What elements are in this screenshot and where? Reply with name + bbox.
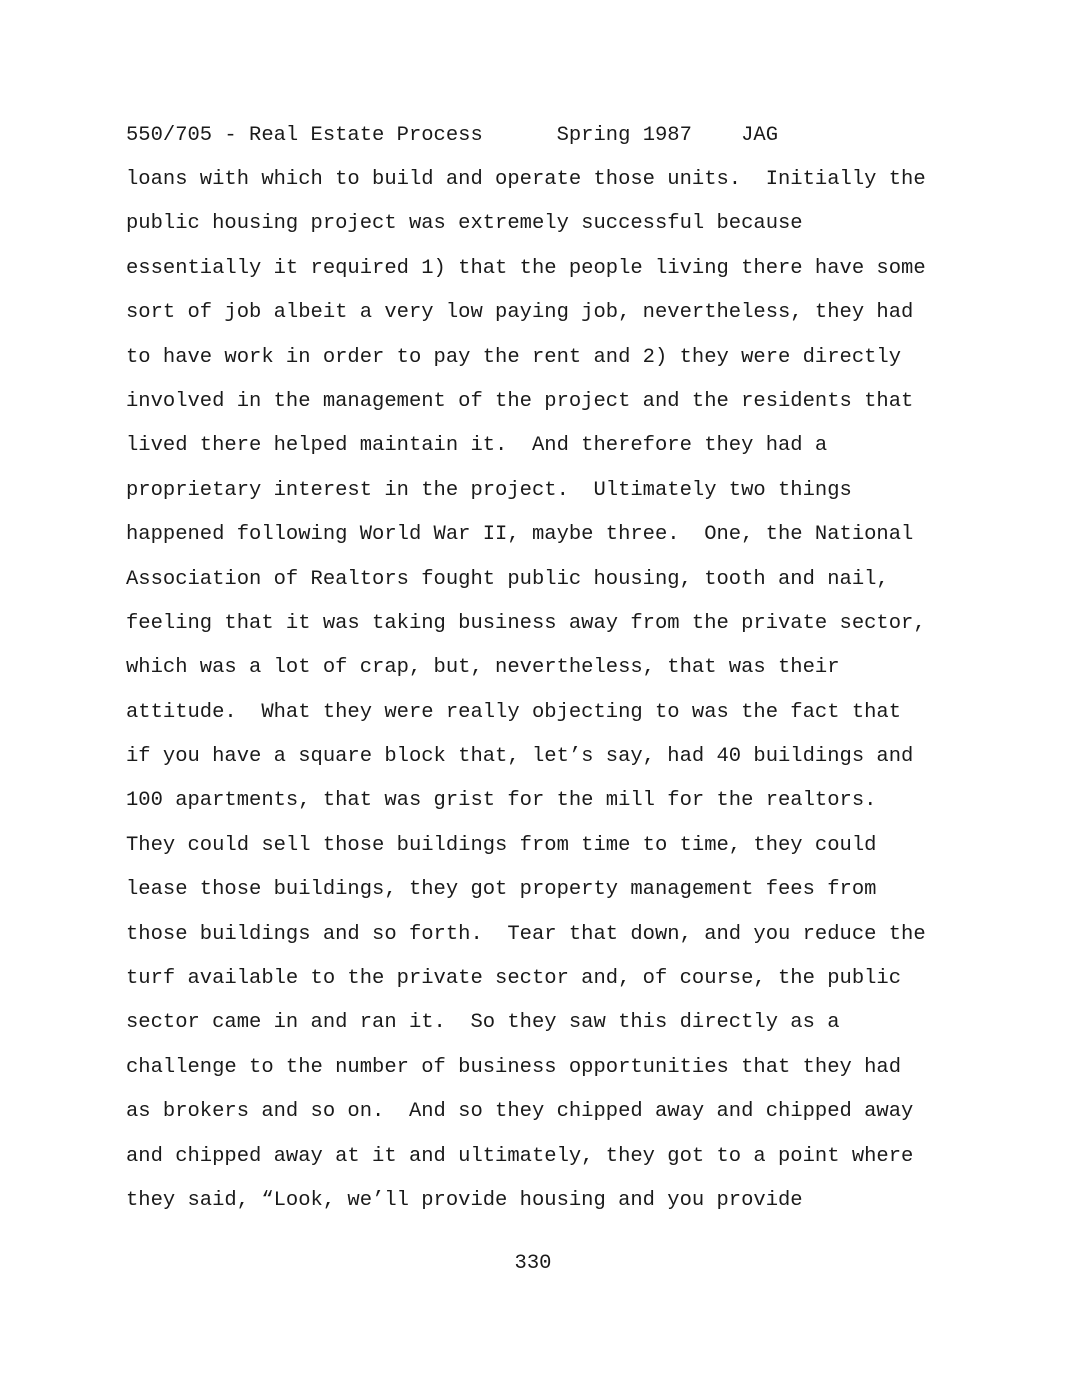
body-text	[126, 168, 926, 1233]
page-header	[126, 124, 778, 148]
text-line: essentially it required 1) that the people living there have some	[126, 256, 926, 280]
page-number: 330	[514, 1252, 552, 1275]
text-line: 100 apartments, that was grist for the mill for the realtors.	[126, 789, 877, 813]
text-line: sector came in and ran it. So they saw this directly as a	[126, 1011, 840, 1035]
text-line: They could sell those buildings from time to time, they could	[126, 833, 877, 857]
course-title: 550/705 - Real Estate Process	[126, 124, 483, 147]
text-line: they said, “Look, we’ll provide housing and you provide	[126, 1188, 803, 1212]
header-gap	[692, 124, 741, 147]
text-line: loans with which to build and operate those units. Initially the	[126, 168, 926, 191]
text-line: Association of Realtors fought public housing, tooth and nail,	[126, 567, 889, 591]
text-line: public housing project was extremely successful because	[126, 212, 803, 236]
text-line: lease those buildings, they got property management fees from	[126, 878, 877, 902]
text-line: happened following World War II, maybe three. One, the National	[126, 523, 914, 547]
text-line: challenge to the number of business opportunities that they had	[126, 1055, 902, 1079]
text-line: turf available to the private sector and, of course, the public	[126, 967, 902, 991]
text-line: sort of job albeit a very low paying job, nevertheless, they had	[126, 301, 914, 325]
term-label: Spring 1987	[556, 124, 692, 147]
text-line: which was a lot of crap, but, nevertheless, that was their	[126, 656, 840, 680]
header-gap	[483, 124, 557, 147]
text-line: proprietary interest in the project. Ultimately two things	[126, 478, 852, 502]
text-line: if you have a square block that, let’s say, had 40 buildings and	[126, 745, 914, 769]
author-initials: JAG	[741, 124, 779, 147]
text-line: and chipped away at it and ultimately, they got to a point where	[126, 1144, 914, 1168]
text-line: to have work in order to pay the rent and 2) they were directly	[126, 345, 902, 369]
text-line: attitude. What they were really objecting to was the fact that	[126, 700, 902, 724]
text-line: as brokers and so on. And so they chipped away and chipped away	[126, 1100, 914, 1124]
text-line: lived there helped maintain it. And therefore they had a	[126, 434, 828, 458]
text-line: involved in the management of the project and the residents that	[126, 389, 914, 413]
text-line: those buildings and so forth. Tear that down, and you reduce the	[126, 922, 926, 946]
text-line: feeling that it was taking business away from the private sector,	[126, 611, 926, 635]
